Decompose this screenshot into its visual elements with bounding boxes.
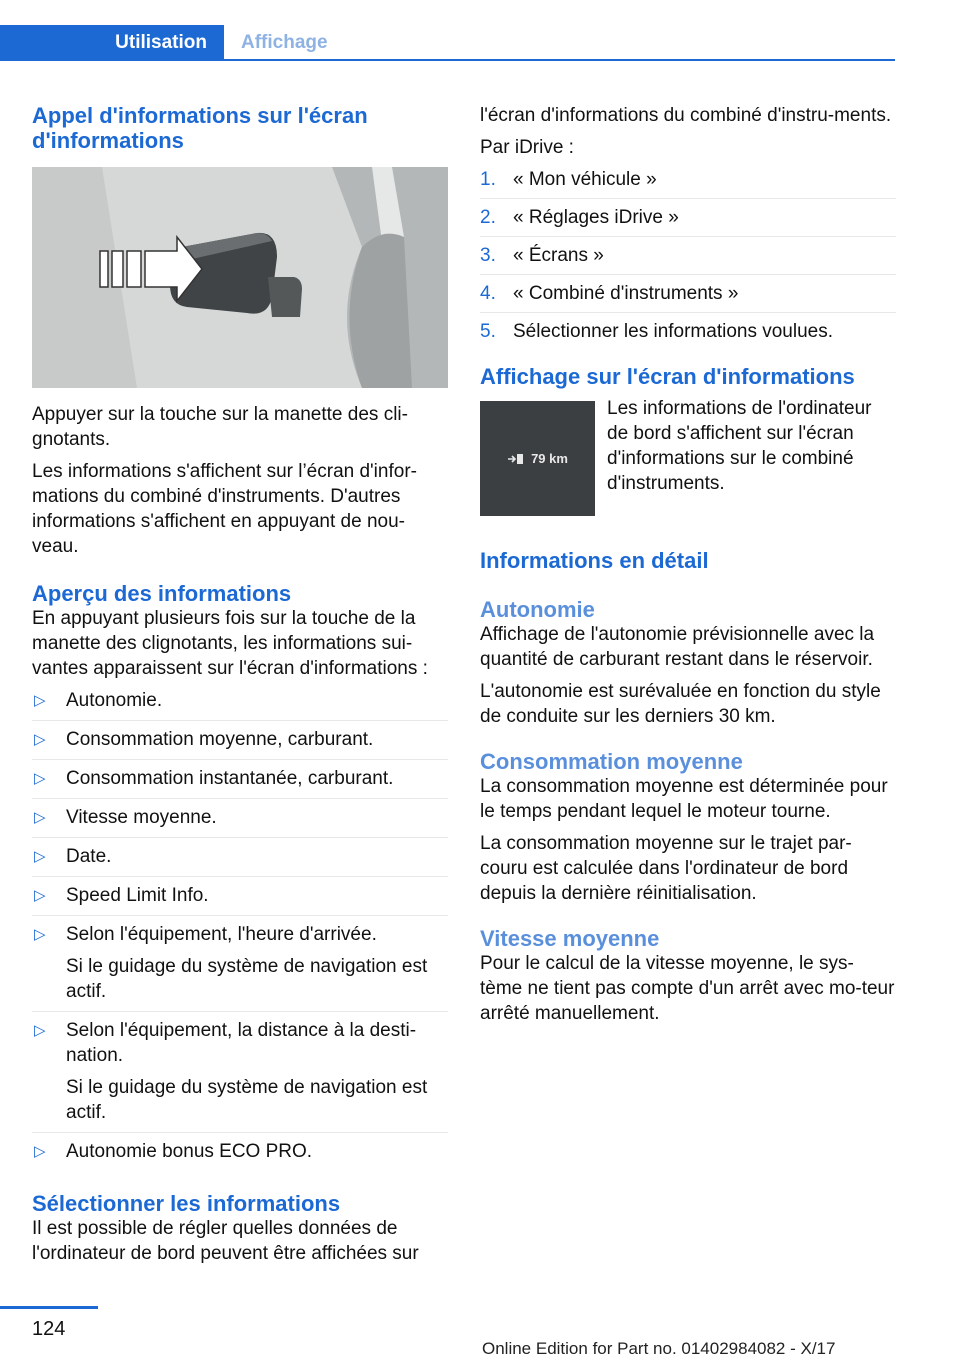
list-item: 5. Sélectionner les informations voulues. [480, 321, 834, 342]
lever-illustration [32, 167, 448, 388]
list-item: ▷ Consommation moyenne, carburant. [32, 727, 448, 760]
turn-signal-lever-figure [32, 167, 448, 388]
footer-rule [0, 1306, 98, 1309]
list-item: ▷ Date. [32, 844, 448, 877]
display-range-value: 79 km [531, 451, 568, 466]
para-infos: Les informations s'affichent sur l’écran d'infor-mations du combiné d'instruments. D'autres informations s'affichent en appuyant de nou-veau. [32, 461, 417, 557]
para-selectionner: Il est possible de régler quelles données de l'ordinateur de bord peuvent être affichées sur [32, 1218, 419, 1264]
left-column [32, 103, 448, 1273]
triangle-bullet-icon: ▷ [34, 887, 46, 904]
triangle-bullet-icon: ▷ [34, 731, 46, 748]
info-list [32, 688, 448, 1171]
tab-underline [224, 59, 895, 61]
heading-appel: Appel d'informations sur l'écran d'informations [32, 103, 368, 153]
para-autonomie-2: L'autonomie est surévaluée en fonction du style de conduite sur les derniers 30 km. [480, 681, 881, 727]
list-item: ▷ Speed Limit Info. [32, 883, 448, 916]
list-item: ▷ Selon l'équipement, la distance à la desti-nation. Si le guidage du système de navigation est actif. [32, 1018, 448, 1133]
list-item: 4. « Combiné d'instruments » [480, 281, 896, 313]
tab-bar [0, 25, 895, 61]
triangle-bullet-icon: ▷ [34, 1022, 46, 1039]
list-item: ▷ Autonomie. [32, 688, 448, 721]
list-item: 2. « Réglages iDrive » [480, 205, 896, 237]
list-item: 3. « Écrans » [480, 243, 896, 275]
triangle-bullet-icon: ▷ [34, 809, 46, 826]
right-column [480, 103, 896, 1033]
para-vitesse: Pour le calcul de la vitesse moyenne, le sys-tème ne tient pas compte d'un arrêt avec mo-teur arrêté manuellement. [480, 953, 895, 1024]
idrive-steps [480, 167, 896, 350]
display-section [480, 396, 896, 516]
page-number: 124 [32, 1318, 66, 1340]
list-item: ▷ Autonomie bonus ECO PRO. [34, 1141, 313, 1162]
para-autonomie-1: Affichage de l'autonomie prévisionnelle avec la quantité de carburant restant dans le réservoir. [480, 624, 875, 670]
triangle-bullet-icon: ▷ [34, 1143, 46, 1160]
heading-autonomie: Autonomie [480, 597, 595, 622]
edition-footer: Online Edition for Part no. 01402984082 - X/17 [482, 1339, 836, 1358]
list-item: ▷ Selon l'équipement, l'heure d'arrivée. Si le guidage du système de navigation est actif. [32, 922, 448, 1012]
triangle-bullet-icon: ▷ [34, 692, 46, 709]
triangle-bullet-icon: ▷ [34, 770, 46, 787]
heading-affichage: Affichage sur l'écran d'informations [480, 364, 855, 389]
para-appuyer: Appuyer sur la touche sur la manette des cli-gnotants. [32, 404, 408, 450]
triangle-bullet-icon: ▷ [34, 926, 46, 943]
para-idrive: Par iDrive : [480, 137, 574, 158]
tab-affichage[interactable]: Affichage [241, 32, 328, 53]
para-apercu: En appuyant plusieurs fois sur la touche de la manette des clignotants, les informations sui-vantes apparaissent sur l'écran d'informations : [32, 608, 428, 679]
list-item: ▷ Consommation instantanée, carburant. [32, 766, 448, 799]
para-conso-2: La consommation moyenne sur le trajet par-couru est calculée dans l'ordinateur de bord depuis la dernière réinitialisation. [480, 833, 852, 904]
info-display-image [480, 401, 595, 516]
list-item: 1. « Mon véhicule » [480, 167, 896, 199]
heading-detail: Informations en détail [480, 548, 709, 573]
fuel-pump-icon [507, 453, 525, 465]
tab-utilisation[interactable]: Utilisation [0, 25, 224, 61]
para-affichage: Les informations de l'ordinateur de bord s'affichent sur l'écran d'informations sur le combiné d'instruments. [607, 398, 872, 494]
heading-selectionner: Sélectionner les informations [32, 1191, 341, 1216]
para-continued: l'écran d'informations du combiné d'instru-ments. [480, 105, 892, 126]
para-conso-1: La consommation moyenne est déterminée pour le temps pendant lequel le moteur tourne. [480, 776, 888, 822]
heading-vitesse: Vitesse moyenne [480, 926, 660, 951]
list-item: ▷ Vitesse moyenne. [32, 805, 448, 838]
triangle-bullet-icon: ▷ [34, 848, 46, 865]
heading-consommation: Consommation moyenne [480, 749, 743, 774]
heading-apercu: Aperçu des informations [32, 581, 292, 606]
